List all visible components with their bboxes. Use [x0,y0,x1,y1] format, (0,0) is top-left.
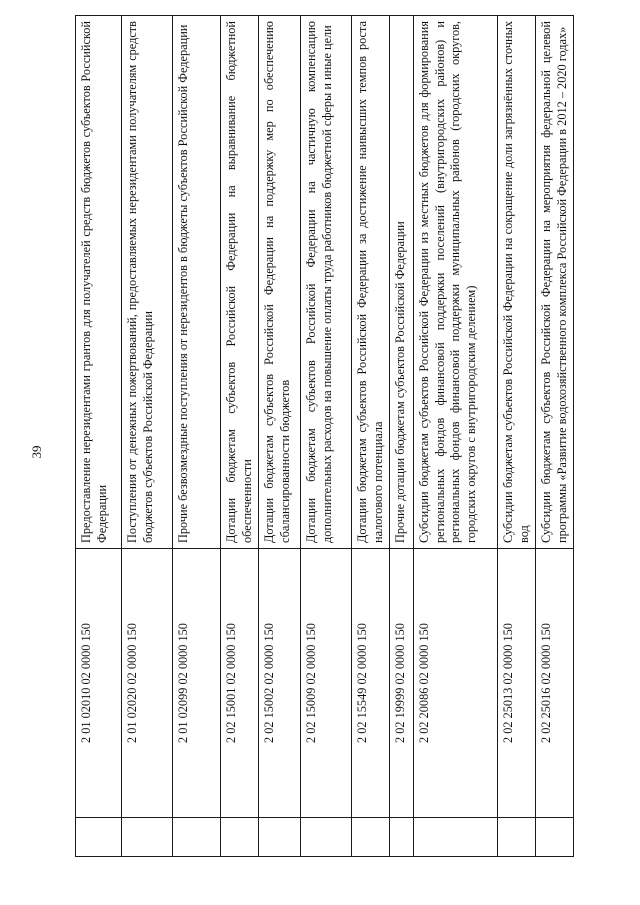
revenue-name: Предоставление нерезидентами грантов для получателей средств бюджетов субъектов Российской Федерации [76,16,122,549]
revenue-name: Дотации бюджетам субъектов Российской Федерации на частичную компенсацию дополнительных расходов на повышение оплаты труда работников бюджетной сферы и иные цели [301,16,352,549]
budget-code: 2 01 02099 02 0000 150 [173,549,221,818]
revenue-name: Субсидии бюджетам субъектов Российской Федерации на мероприятия федеральной целевой программы «Развитие водохозяйственного комплекса Российской Федерации в 2012 – 2020 годах» [536,16,574,549]
table-row [536,16,574,857]
empty-cell [414,818,498,857]
empty-cell [498,818,536,857]
table-row [122,16,173,857]
table-row [390,16,414,857]
empty-cell [301,818,352,857]
empty-cell [122,818,173,857]
table-row [498,16,536,857]
table-row [259,16,301,857]
table-row [76,16,122,857]
revenue-name: Субсидии бюджетам субъектов Российской Федерации на сокращение доли загрязнённых сточных вод [498,16,536,549]
page-content [75,21,569,857]
empty-cell [221,818,259,857]
revenue-name: Дотации бюджетам субъектов Российской Федерации на поддержку мер по обеспечению сбалансированности бюджетов [259,16,301,549]
revenue-name: Дотации бюджетам субъектов Российской Федерации на выравнивание бюджетной обеспеченности [221,16,259,549]
table-row [221,16,259,857]
table-row [301,16,352,857]
revenue-name: Субсидии бюджетам субъектов Российской Федерации из местных бюджетов для формирования региональных фондов финансовой поддержки поселений (внутригородских районов) и региональных фондов финансовой поддержки муниципальных районов (городских округов, городских округов с внутригородским делением) [414,16,498,549]
budget-code: 2 02 19999 02 0000 150 [390,549,414,818]
budget-code: 2 02 15002 02 0000 150 [259,549,301,818]
empty-cell [536,818,574,857]
budget-code: 2 02 20086 02 0000 150 [414,549,498,818]
budget-code: 2 01 02010 02 0000 150 [76,549,122,818]
revenue-name: Дотации бюджетам субъектов Российской Федерации за достижение наивысших темпов роста налогового потенциала [352,16,390,549]
table-row [352,16,390,857]
empty-cell [352,818,390,857]
budget-code: 2 02 15009 02 0000 150 [301,549,352,818]
budget-code: 2 01 02020 02 0000 150 [122,549,173,818]
budget-code: 2 02 15549 02 0000 150 [352,549,390,818]
budget-code: 2 02 25016 02 0000 150 [536,549,574,818]
table-row [173,16,221,857]
budget-codes-table [75,15,574,857]
budget-code: 2 02 15001 02 0000 150 [221,549,259,818]
revenue-name: Прочие безвозмездные поступления от нерезидентов в бюджеты субъектов Российской Федерации [173,16,221,549]
empty-cell [76,818,122,857]
budget-code: 2 02 25013 02 0000 150 [498,549,536,818]
table-row [414,16,498,857]
page-number: 39 [29,445,44,459]
revenue-name: Поступления от денежных пожертвований, предоставляемых нерезидентами получателям средств бюджетов субъектов Российской Федерации [122,16,173,549]
empty-cell [390,818,414,857]
revenue-name: Прочие дотации бюджетам субъектов Российской Федерации [390,16,414,549]
empty-cell [173,818,221,857]
empty-cell [259,818,301,857]
